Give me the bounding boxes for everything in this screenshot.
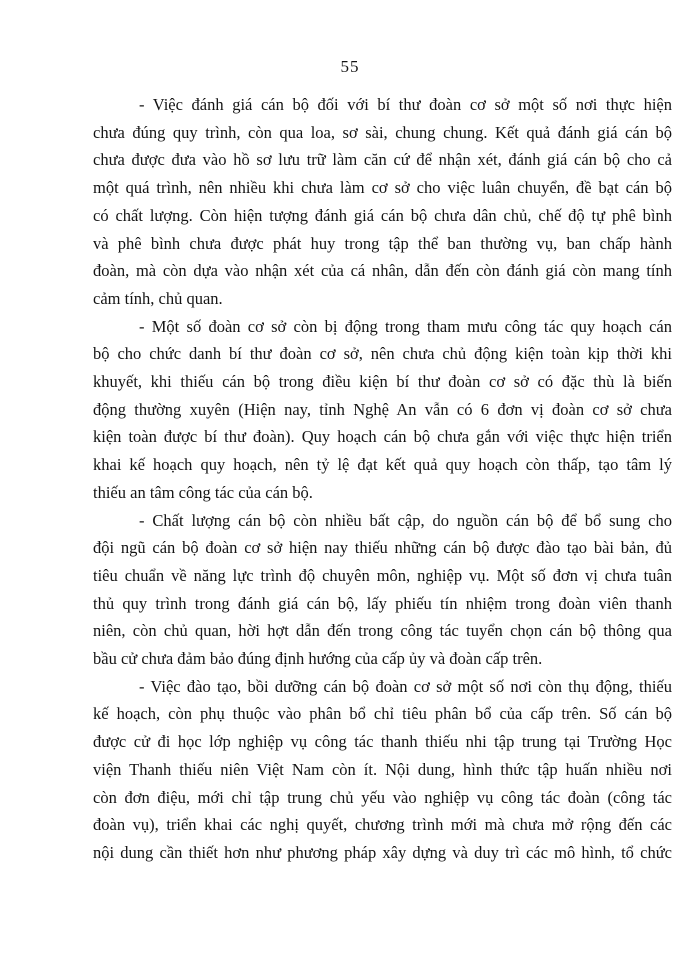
text-line: một quá trình, nên nhiều khi chưa làm cơ sở cho việc luân chuyển, đề bạt cán bộ [93,178,672,198]
text-line: - Việc đánh giá cán bộ đối với bí thư đoàn cơ sở một số nơi thực hiện [139,95,672,114]
text-line: kiện toàn được bí thư đoàn). Quy hoạch cán bộ chưa gắn với việc thực hiện triển [93,427,672,447]
paragraph [93,507,672,673]
text-line: và phê bình chưa được phát huy trong tập thể ban thường vụ, ban chấp hành [93,233,672,253]
text-line: chưa được đưa vào hồ sơ lưu trữ làm căn cứ để nhận xét, đánh giá cán bộ cho cả [93,150,672,170]
paragraph [93,673,672,867]
text-line: đoàn, mà còn dựa vào nhận xét của cá nhân, dẫn đến còn đánh giá còn mang tính [93,261,672,281]
text-line: đội ngũ cán bộ đoàn cơ sở hiện nay thiếu những cán bộ được đào tạo bài bản, đủ [93,538,672,558]
page-body-text [93,91,672,867]
text-line: niên, còn chủ quan, hời hợt dẫn đến trong công tác tuyển chọn cán bộ thông qua [93,621,672,641]
paragraph [93,91,672,313]
text-line: chưa đúng quy trình, còn qua loa, sơ sài, chung chung. Kết quả đánh giá cán bộ [93,122,672,142]
text-line: khai kế hoạch quy hoạch, nên tỷ lệ đạt kết quả quy hoạch còn thấp, tạo tâm lý [93,455,672,475]
text-line: cảm tính, chủ quan. [93,288,223,308]
text-line: nội dung cần thiết hơn như phương pháp xây dựng và duy trì các mô hình, tổ chức [93,842,672,862]
text-line: còn đơn điệu, mới chỉ tập trung chủ yếu vào nghiệp vụ công tác đoàn (công tác [93,787,672,807]
text-line: đoàn vụ), triển khai các nghị quyết, chương trình mới mà chưa mở rộng đến các [93,815,672,835]
page-number: 55 [340,57,360,76]
text-line: thủ quy trình trong đánh giá cán bộ, lấy phiếu tín nhiệm trong đoàn viên thanh [93,593,672,613]
text-line: - Một số đoàn cơ sở còn bị động trong tham mưu công tác quy hoạch cán [139,316,672,336]
text-line: có chất lượng. Còn hiện tượng đánh giá cán bộ chưa dân chủ, chế độ tự phê bình [93,205,672,225]
paragraph [93,313,672,507]
text-line: kế hoạch, còn phụ thuộc vào phân bổ chỉ tiêu phân bổ của cấp trên. Số cán bộ [93,704,672,724]
text-line: động thường xuyên (Hiện nay, tỉnh Nghệ An vẫn có 6 đơn vị đoàn cơ sở chưa [93,399,672,419]
text-line: khuyết, khi thiếu cán bộ trong điều kiện bí thư đoàn cơ sở có đặc thù là biến [93,372,672,392]
text-line: bầu cử chưa đảm bảo đúng định hướng của cấp ủy và đoàn cấp trên. [93,649,543,669]
text-line: được cử đi học lớp nghiệp vụ công tác thanh thiếu nhi tập trung tại Trường Học [93,732,672,752]
text-line: bộ cho chức danh bí thư đoàn cơ sở, nên chưa chủ động kiện toàn kịp thời khi [93,344,672,364]
text-line: tiêu chuẩn về năng lực trình độ chuyên môn, nghiệp vụ. Một số đơn vị chưa tuân [93,565,672,585]
text-line: - Việc đào tạo, bồi dưỡng cán bộ đoàn cơ sở một số nơi còn thụ động, thiếu [139,676,672,696]
text-line: viện Thanh thiếu niên Việt Nam còn ít. Nội dung, hình thức tập huấn nhiều nơi [93,759,672,779]
text-line: - Chất lượng cán bộ còn nhiều bất cập, do nguồn cán bộ để bổ sung cho [139,510,672,530]
text-line: thiếu an tâm công tác của cán bộ. [93,482,313,502]
